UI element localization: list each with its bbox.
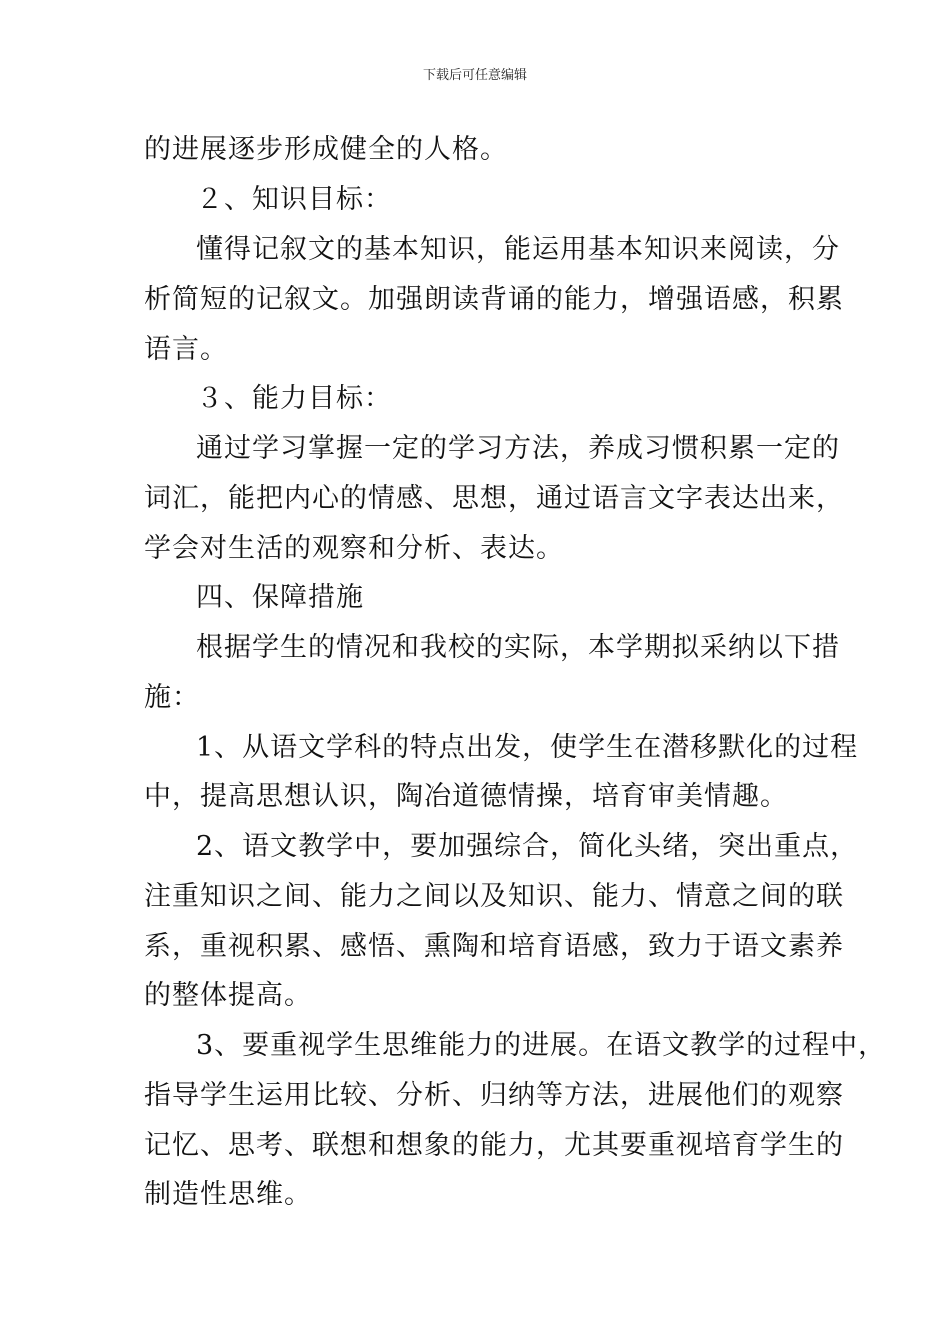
- text-line: 2、语文教学中，要加强综合，简化头绪，突出重点，: [196, 831, 859, 862]
- text-line: 词汇，能把内心的情感、思想，通过语言文字表达出来，: [144, 483, 844, 514]
- page-header: 下载后可任意编辑: [422, 68, 527, 83]
- text-line: 注重知识之间、能力之间以及知识、能力、情意之间的联: [144, 881, 844, 912]
- text-line: 施：: [144, 682, 200, 713]
- section-heading: ２、知识目标：: [196, 184, 392, 215]
- text-line: 3、要重视学生思维能力的进展。在语文教学的过程中，: [196, 1030, 887, 1061]
- text-line: 通过学习掌握一定的学习方法，养成习惯积累一定的: [196, 433, 840, 464]
- text-line: 语言。: [144, 334, 228, 365]
- text-line: 懂得记叙文的基本知识，能运用基本知识来阅读，分: [196, 234, 840, 265]
- text-line: 1、从语文学科的特点出发，使学生在潜移默化的过程: [196, 732, 859, 763]
- text-line: 中，提高思想认识，陶冶道德情操，培育审美情趣。: [144, 781, 788, 812]
- text-line: 制造性思维。: [144, 1179, 312, 1210]
- text-line: 记忆、思考、联想和想象的能力，尤其要重视培育学生的: [144, 1130, 844, 1161]
- text-line: 根据学生的情况和我校的实际，本学期拟采纳以下措: [196, 632, 840, 663]
- text-line: 的整体提高。: [144, 980, 312, 1011]
- section-heading: 四、保障措施: [196, 582, 364, 613]
- text-line: 析简短的记叙文。加强朗读背诵的能力，增强语感，积累: [144, 284, 844, 315]
- section-heading: ３、能力目标：: [196, 383, 392, 414]
- text-line: 学会对生活的观察和分析、表达。: [144, 533, 564, 564]
- text-line: 系，重视积累、感悟、熏陶和培育语感，致力于语文素养: [144, 931, 844, 962]
- text-line: 指导学生运用比较、分析、归纳等方法，进展他们的观察: [144, 1080, 844, 1111]
- text-line: 的进展逐步形成健全的人格。: [144, 134, 508, 165]
